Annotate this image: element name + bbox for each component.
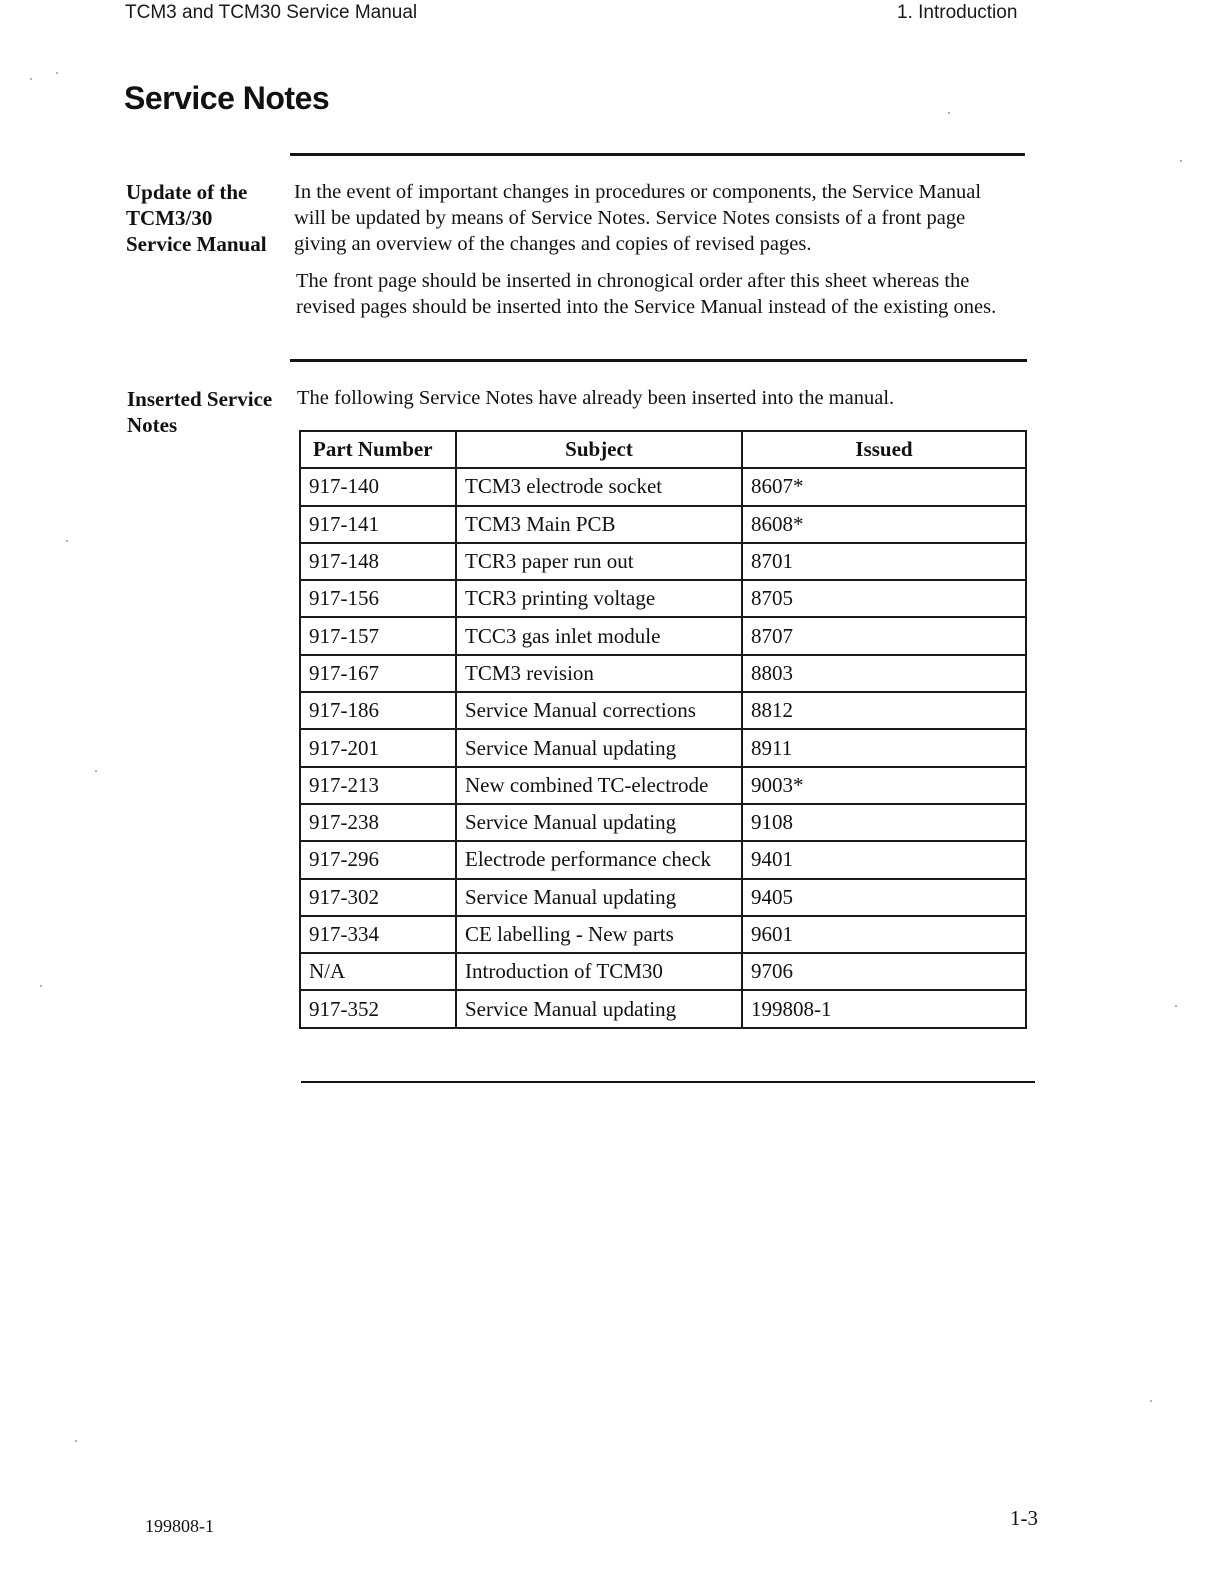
scan-speck xyxy=(95,770,97,772)
subject-cell: New combined TC-electrode xyxy=(456,767,742,804)
issued-cell: 8812 xyxy=(742,692,1026,729)
scan-speck xyxy=(948,112,950,114)
update-paragraph-1: In the event of important changes in procedures or components, the Service Manual will be updated by means of Service Notes. Service Notes consists of a front page giving an overview of the changes and copies of revised pages. xyxy=(294,181,982,255)
table-row xyxy=(300,506,1026,543)
scan-speck xyxy=(1180,160,1182,162)
table-row xyxy=(300,617,1026,654)
part-number-cell: 917-156 xyxy=(300,580,456,617)
scan-speck xyxy=(56,72,58,74)
table-row xyxy=(300,543,1026,580)
table-row xyxy=(300,729,1026,766)
table-header-row xyxy=(300,431,1026,468)
subject-cell: Service Manual updating xyxy=(456,804,742,841)
part-number-cell: N/A xyxy=(300,953,456,990)
section-heading-inserted xyxy=(127,386,292,438)
issued-cell: 9108 xyxy=(742,804,1026,841)
update-paragraph-2: The front page should be inserted in chronogical order after this sheet whereas the revised pages should be inserted into the Service Manual instead of the existing ones. xyxy=(296,270,997,318)
issued-cell: 9601 xyxy=(742,916,1026,953)
page-title: Service Notes xyxy=(124,80,330,116)
scan-speck xyxy=(30,78,32,80)
subject-cell: CE labelling - New parts xyxy=(456,916,742,953)
running-header-chapter: 1. Introduction xyxy=(897,2,1018,23)
scan-speck xyxy=(1150,1400,1152,1402)
subject-cell: TCR3 printing voltage xyxy=(456,580,742,617)
issued-cell: 9003* xyxy=(742,767,1026,804)
part-number-cell: 917-167 xyxy=(300,655,456,692)
part-number-cell: 917-302 xyxy=(300,879,456,916)
scan-speck xyxy=(66,540,68,542)
table-row xyxy=(300,953,1026,990)
table-row xyxy=(300,468,1026,505)
column-header-part-number: Part Number xyxy=(300,431,456,468)
issued-cell: 9405 xyxy=(742,879,1026,916)
subject-cell: TCR3 paper run out xyxy=(456,543,742,580)
part-number-cell: 917-140 xyxy=(300,468,456,505)
issued-cell: 8608* xyxy=(742,506,1026,543)
heading-line: Update of the xyxy=(126,180,248,204)
scan-speck xyxy=(1175,1005,1177,1007)
part-number-cell: 917-352 xyxy=(300,990,456,1027)
section-divider xyxy=(301,1081,1035,1083)
subject-cell: Introduction of TCM30 xyxy=(456,953,742,990)
heading-line: Service Manual xyxy=(126,232,267,256)
footer-page-number: 1-3 xyxy=(1010,1506,1038,1530)
section-divider xyxy=(290,153,1025,156)
table-row xyxy=(300,879,1026,916)
part-number-cell: 917-141 xyxy=(300,506,456,543)
section-divider xyxy=(290,359,1027,362)
part-number-cell: 917-296 xyxy=(300,841,456,878)
table-row xyxy=(300,655,1026,692)
section-heading-update xyxy=(126,179,286,257)
part-number-cell: 917-186 xyxy=(300,692,456,729)
issued-cell: 8701 xyxy=(742,543,1026,580)
issued-cell: 8707 xyxy=(742,617,1026,654)
subject-cell: TCC3 gas inlet module xyxy=(456,617,742,654)
issued-cell: 8705 xyxy=(742,580,1026,617)
column-header-subject: Subject xyxy=(456,431,742,468)
heading-line: Inserted Service xyxy=(127,387,273,411)
heading-line: Notes xyxy=(127,413,178,437)
subject-cell: Service Manual updating xyxy=(456,990,742,1027)
subject-cell: TCM3 electrode socket xyxy=(456,468,742,505)
table-row xyxy=(300,916,1026,953)
table-row xyxy=(300,767,1026,804)
subject-cell: TCM3 revision xyxy=(456,655,742,692)
service-notes-table xyxy=(299,430,1027,1029)
scan-speck xyxy=(75,1440,77,1442)
issued-cell: 9706 xyxy=(742,953,1026,990)
inserted-intro-paragraph: The following Service Notes have already been inserted into the manual. xyxy=(297,387,895,409)
table-row xyxy=(300,990,1026,1027)
scan-speck xyxy=(40,985,42,987)
issued-cell: 8607* xyxy=(742,468,1026,505)
issued-cell: 9401 xyxy=(742,841,1026,878)
table-row xyxy=(300,580,1026,617)
issued-cell: 199808-1 xyxy=(742,990,1026,1027)
table-row xyxy=(300,841,1026,878)
part-number-cell: 917-334 xyxy=(300,916,456,953)
footer-document-number: 199808-1 xyxy=(145,1516,214,1536)
subject-cell: TCM3 Main PCB xyxy=(456,506,742,543)
issued-cell: 8911 xyxy=(742,729,1026,766)
issued-cell: 8803 xyxy=(742,655,1026,692)
subject-cell: Service Manual updating xyxy=(456,879,742,916)
heading-line: TCM3/30 xyxy=(126,206,213,230)
part-number-cell: 917-213 xyxy=(300,767,456,804)
subject-cell: Service Manual updating xyxy=(456,729,742,766)
table-row xyxy=(300,692,1026,729)
column-header-issued: Issued xyxy=(742,431,1026,468)
running-header-title: TCM3 and TCM30 Service Manual xyxy=(125,2,418,23)
table-row xyxy=(300,804,1026,841)
part-number-cell: 917-148 xyxy=(300,543,456,580)
subject-cell: Electrode performance check xyxy=(456,841,742,878)
part-number-cell: 917-157 xyxy=(300,617,456,654)
part-number-cell: 917-238 xyxy=(300,804,456,841)
subject-cell: Service Manual corrections xyxy=(456,692,742,729)
part-number-cell: 917-201 xyxy=(300,729,456,766)
